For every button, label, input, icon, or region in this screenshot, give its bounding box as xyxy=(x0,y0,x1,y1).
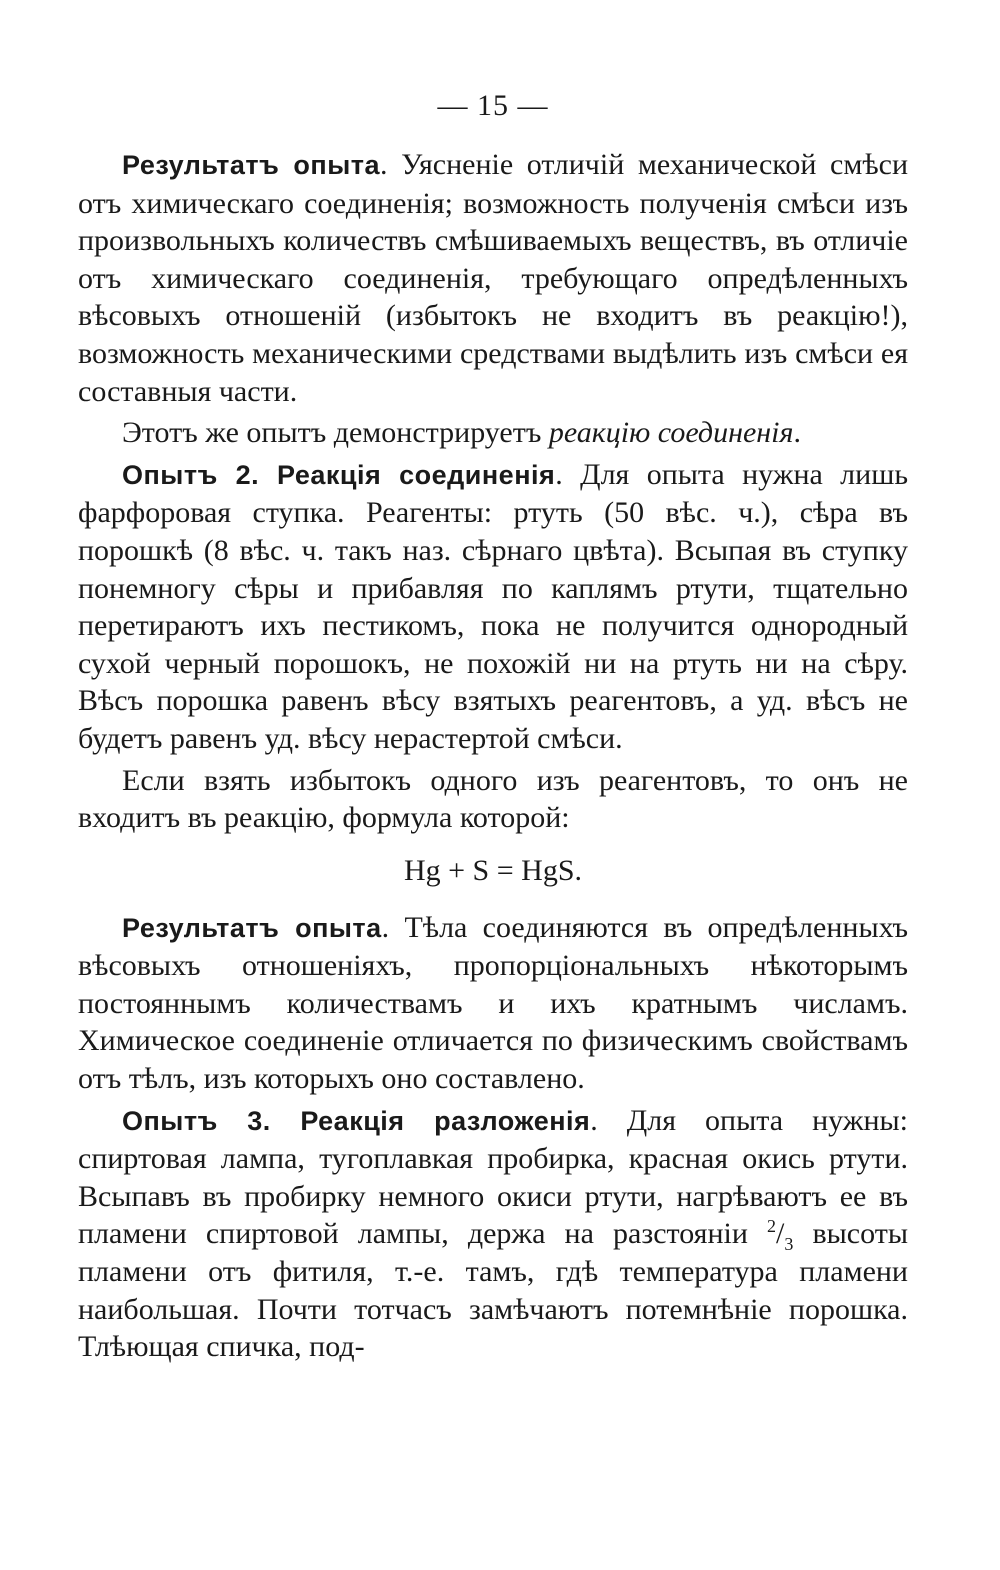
heading-experiment-2: Опытъ 2. Реакція соединенія xyxy=(122,459,556,490)
paragraph-experiment-3 xyxy=(78,1102,908,1366)
fraction-slash: / xyxy=(776,1217,785,1251)
paragraph-excess xyxy=(78,762,908,837)
paragraph-text: . Уясненіе отличій механической смѣси отъ химическаго соединенія; возможность полученія смѣси изъ произвольныхъ количествъ смѣшиваемыхъ веществъ, въ отличіе отъ химическаго соединенія, требующаго опредѣленныхъ вѣсовыхъ отношеній (избытокъ не входитъ въ реакцію!), возможность механическими средствами выдѣлить изъ смѣси ея составныя части. xyxy=(78,148,908,408)
paragraph-result-2 xyxy=(78,909,908,1098)
italic-term: реакцію соединенія xyxy=(548,416,794,450)
heading-result: Результатъ опыта xyxy=(122,912,382,943)
paragraph-text: . Для опыта нужна лишь фарфоровая ступка. Реагенты: ртуть (50 вѣс. ч.), сѣра въ порошкѣ (8 вѣс. ч. такъ наз. сѣрнаго цвѣта). Всыпая въ ступку понемногу сѣры и прибавляя по каплямъ ртути, тщательно перетираютъ ихъ пестикомъ, пока не получится однородный сухой черный порошокъ, не похожій ни на ртуть ни на сѣру. Вѣсъ порошка равенъ вѣсу взятыхъ реагентовъ, а уд. вѣсъ не будетъ равенъ уд. вѣсу нерастертой смѣси. xyxy=(78,457,908,755)
fraction-numerator: 2 xyxy=(767,1216,777,1237)
paragraph-result-1 xyxy=(78,146,908,410)
paragraph-text: . Тѣла соединяются въ опредѣленныхъ вѣсовыхъ отношеніяхъ, пропорціональныхъ нѣкоторымъ постояннымъ количествамъ и ихъ кратнымъ числамъ. Химическое соединеніе отличается по физическимъ свойствамъ отъ тѣлъ, изъ которыхъ оно составлено. xyxy=(78,910,908,1096)
heading-result: Результатъ опыта xyxy=(122,150,381,180)
paragraph-text: Если взять избытокъ одного изъ реагентовъ, то онъ не входитъ въ реакцію, формула которой: xyxy=(78,763,908,835)
paragraph-demo xyxy=(78,414,908,452)
paragraph-experiment-2 xyxy=(78,456,908,758)
punctuation: . xyxy=(793,416,801,450)
paragraph-text: Этотъ же опытъ демонстрируетъ xyxy=(122,416,549,450)
page-number: — 15 — xyxy=(437,89,549,122)
heading-experiment-3: Опытъ 3. Реакція разложенія xyxy=(122,1105,591,1136)
fraction-denominator: 3 xyxy=(784,1234,794,1255)
book-page xyxy=(78,86,908,1370)
paragraph-text: высоты пламени отъ фитиля, т.-е. тамъ, гдѣ температура пламени наибольшая. Почти тотчасъ замѣчаютъ потемнѣніе порошка. Тлѣющая спичка, под- xyxy=(78,1217,908,1364)
chemical-formula: Hg + S = HgS. xyxy=(403,853,583,887)
paragraph-text: . Для опыта нужны: спиртовая лампа, тугоплавкая пробирка, красная окись ртути. Всыпавъ въ пробирку немного окиси ртути, нагрѣваютъ ее въ пламени спиртовой лампы, держа на разстояніи xyxy=(78,1103,908,1251)
